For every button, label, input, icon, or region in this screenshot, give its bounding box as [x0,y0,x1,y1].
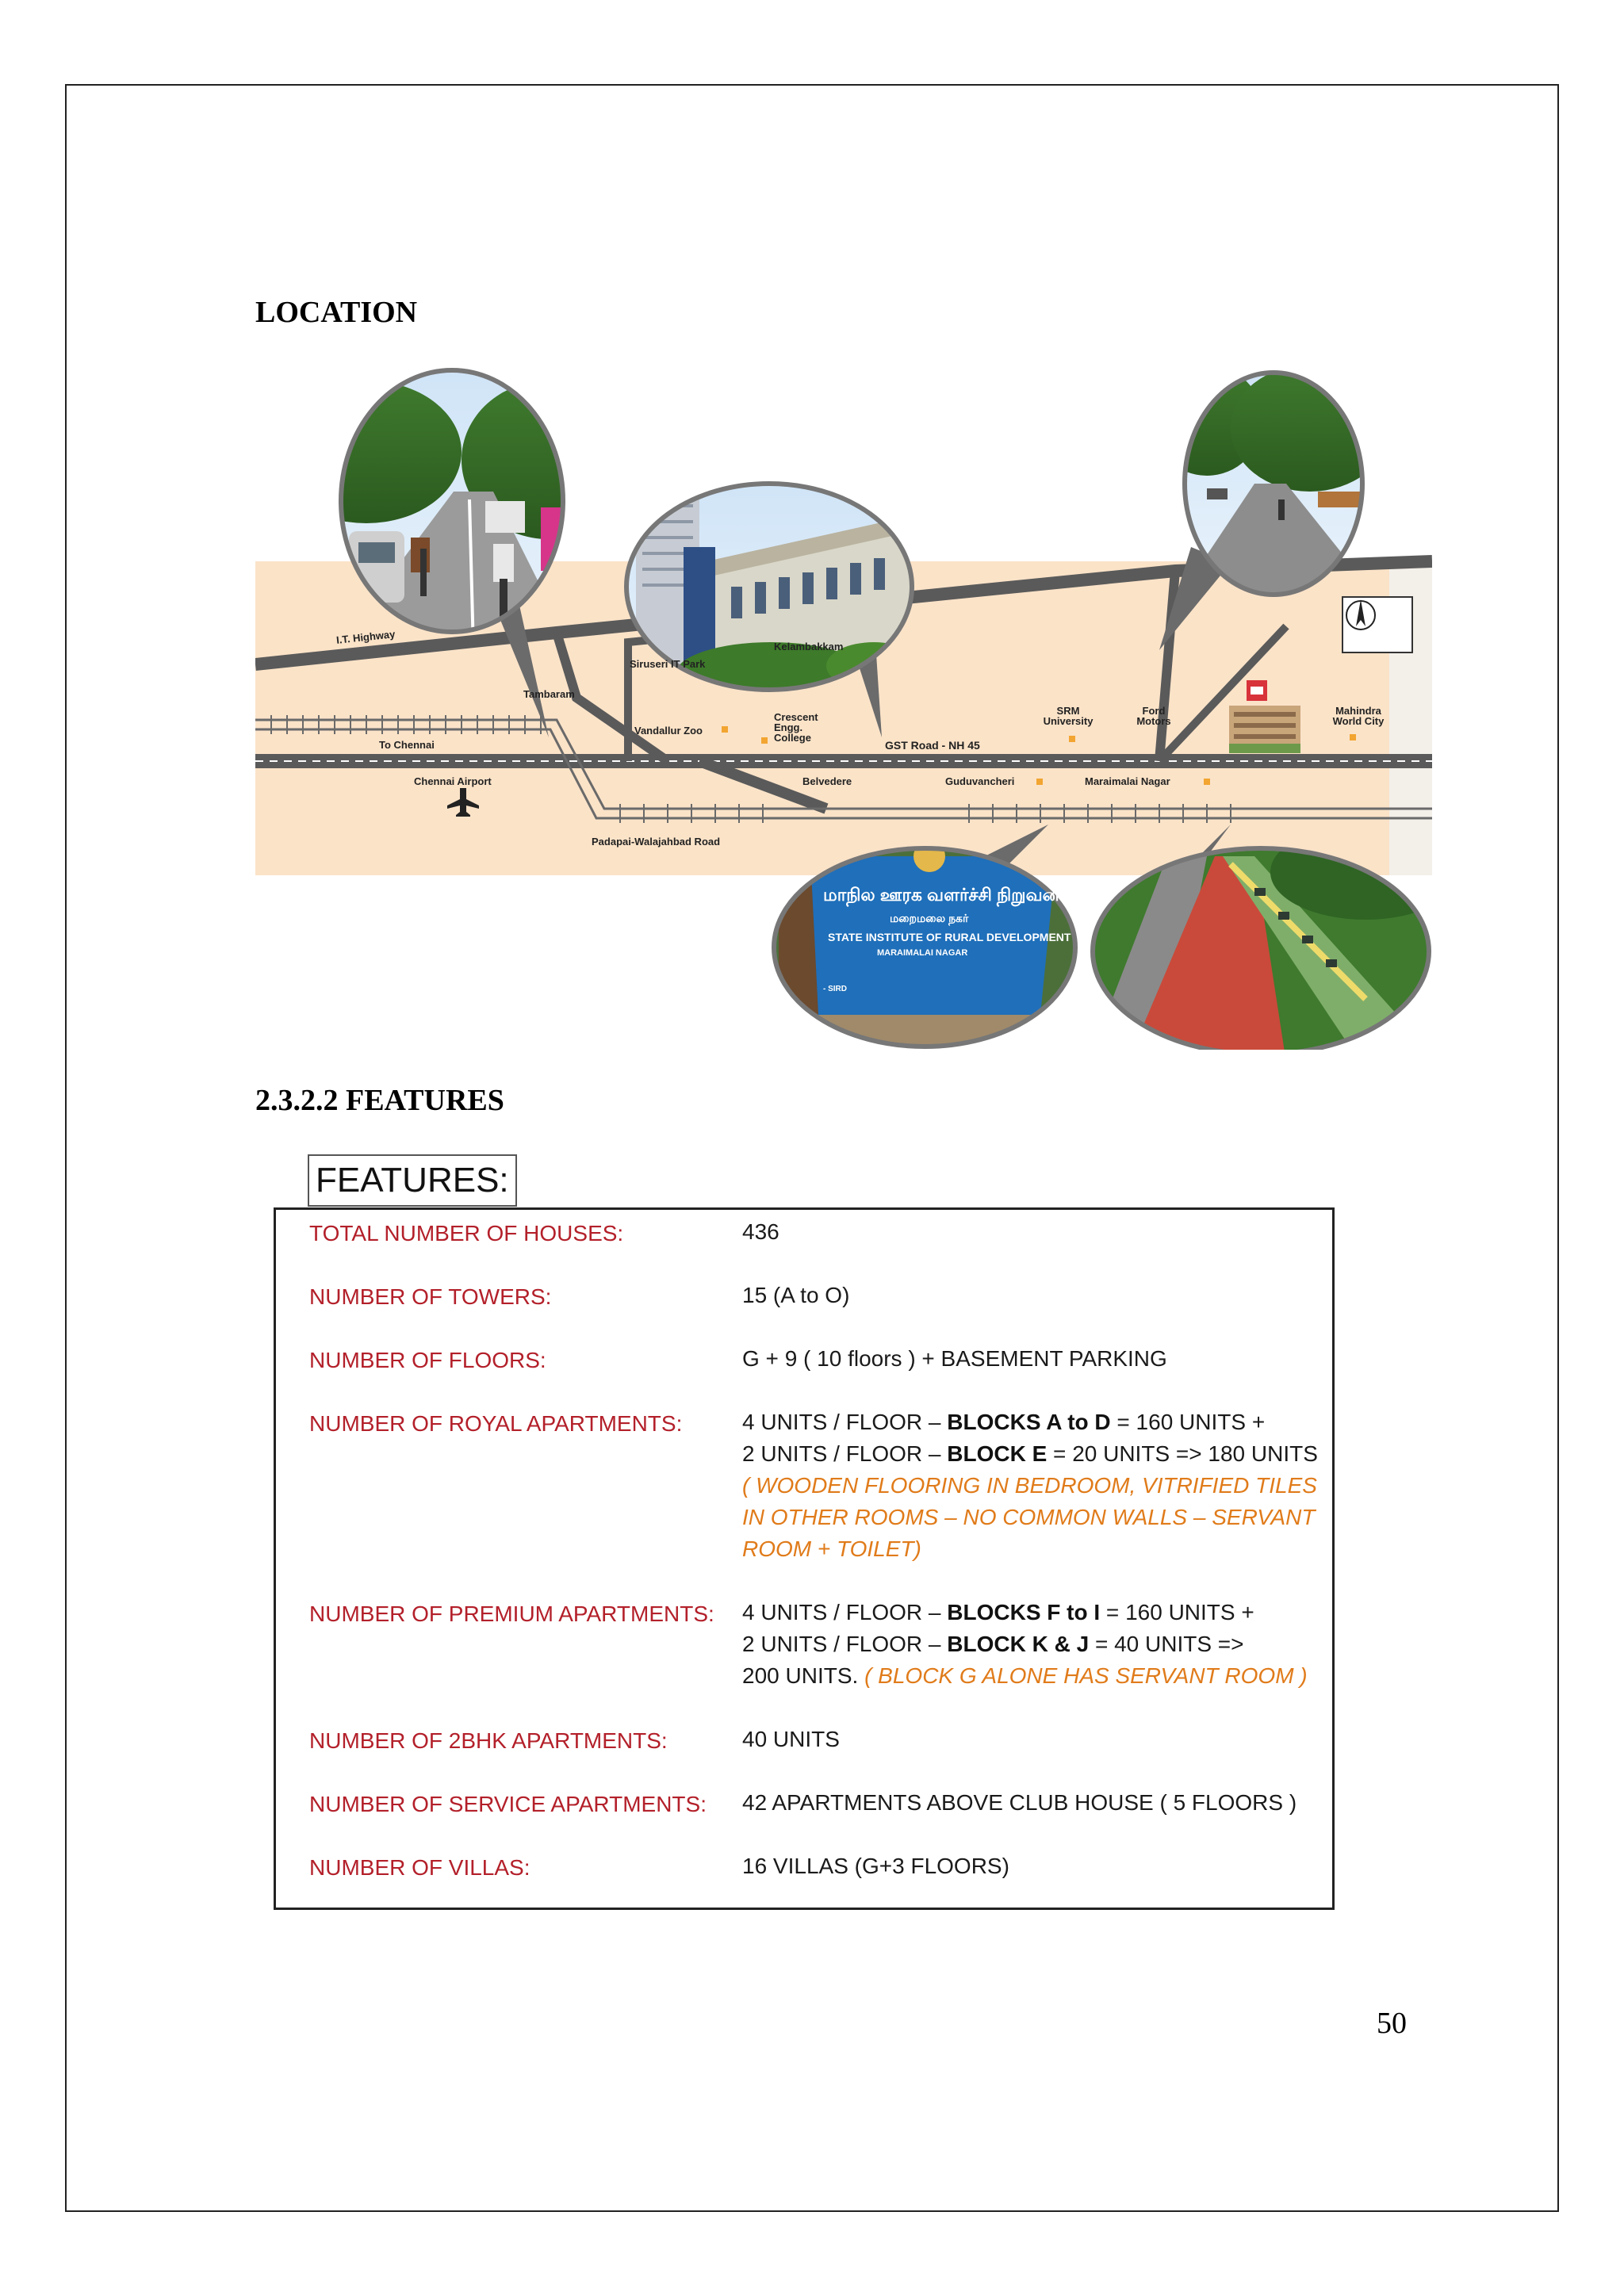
label-padapai: Padapai-Walajahbad Road [592,836,721,848]
value-royal-apartments [742,1406,1318,1565]
label-srm: SRM University [1043,705,1094,727]
royal-line-2: 2 UNITS / FLOOR – BLOCK E = 20 UNITS => 180 UNITS [742,1441,1318,1466]
sird-sign-abbrev: - SIRD [823,985,847,993]
label-floors: NUMBER OF FLOORS: [309,1348,546,1372]
value-service-apartments: 42 APARTMENTS ABOVE CLUB HOUSE ( 5 FLOORS ) [742,1790,1297,1815]
label-belvedere: Belvedere [802,775,852,787]
royal-note-3: ROOM + TOILET) [742,1536,921,1561]
features-title: FEATURES: [308,1154,517,1207]
location-heading: LOCATION [255,296,418,329]
location-map [255,365,1432,1050]
royal-note-2: IN OTHER ROOMS – NO COMMON WALLS – SERVANT [742,1505,1316,1529]
value-premium-apartments [742,1597,1308,1692]
label-chennai-airport: Chennai Airport [414,775,492,787]
label-villas: NUMBER OF VILLAS: [309,1855,530,1880]
map-graphic [255,365,1432,1050]
sird-sign-english: STATE INSTITUTE OF RURAL DEVELOPMENT [828,931,1071,943]
label-kelambakkam: Kelambakkam [774,641,844,652]
value-floors: G + 9 ( 10 floors ) + BASEMENT PARKING [742,1346,1167,1371]
label-siruseri: Siruseri IT Park [630,658,706,670]
label-gst-road: GST Road - NH 45 [885,739,980,752]
sird-sign-town: MARAIMALAI NAGAR [877,948,968,958]
features-heading: 2.3.2.2 FEATURES [255,1084,504,1117]
label-guduvancheri: Guduvancheri [945,775,1015,787]
value-towers: 15 (A to O) [742,1283,850,1307]
mahindra-logo [1247,680,1267,701]
label-crescent: Crescent Engg. College [774,711,818,744]
label-total-houses: TOTAL NUMBER OF HOUSES: [309,1221,624,1246]
features-table [274,1207,1335,1910]
premium-line-2: 2 UNITS / FLOOR – BLOCK K & J = 40 UNITS => [742,1632,1244,1656]
royal-note-1: ( WOODEN FLOORING IN BEDROOM, VITRIFIED TILES [742,1473,1317,1498]
label-it-highway: I.T. Highway [335,628,396,646]
label-vandalur: Vandallur Zoo [634,725,703,737]
page-number: 50 [1377,2007,1407,2040]
label-tambaram: Tambaram [523,688,575,700]
value-villas: 16 VILLAS (G+3 FLOORS) [742,1854,1009,1878]
value-total-houses: 436 [742,1219,779,1244]
value-2bhk-apartments: 40 UNITS [742,1727,840,1751]
label-premium-apartments: NUMBER OF PREMIUM APARTMENTS: [309,1601,714,1626]
label-2bhk-apartments: NUMBER OF 2BHK APARTMENTS: [309,1728,668,1753]
label-service-apartments: NUMBER OF SERVICE APARTMENTS: [309,1792,707,1816]
label-maraimalai: Maraimalai Nagar [1085,775,1170,787]
royal-line-1: 4 UNITS / FLOOR – BLOCKS A to D = 160 UNITS + [742,1410,1266,1434]
compass-icon [1342,596,1413,653]
label-mahindra: Mahindra World City [1332,705,1385,727]
sird-sign-tamil-town: மறைமலை நகர் [890,912,969,924]
label-royal-apartments: NUMBER OF ROYAL APARTMENTS: [309,1411,683,1436]
premium-line-3: 200 UNITS. ( BLOCK G ALONE HAS SERVANT ROOM ) [742,1663,1308,1688]
sird-sign-tamil: மாநில ஊரக வளர்ச்சி நிறுவனம் [823,885,1074,905]
mahindra-building [1229,706,1300,753]
label-to-chennai: To Chennai [379,739,435,751]
label-towers: NUMBER OF TOWERS: [309,1284,552,1309]
label-ford: Ford Motors [1136,705,1171,727]
premium-line-1: 4 UNITS / FLOOR – BLOCKS F to I = 160 UNITS + [742,1600,1254,1624]
